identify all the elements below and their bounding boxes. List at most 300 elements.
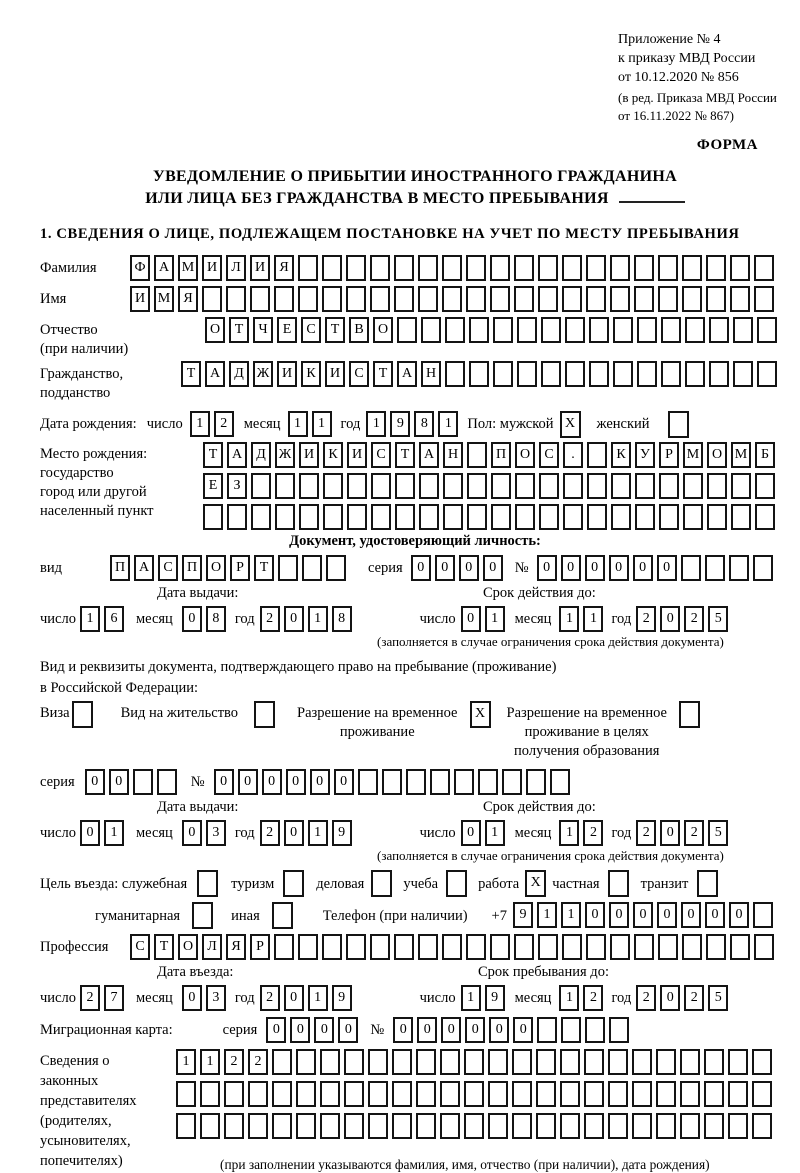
cell[interactable] [587, 442, 607, 468]
cell[interactable] [704, 1113, 724, 1139]
cell[interactable]: 0 [483, 555, 503, 581]
cell[interactable] [296, 1113, 316, 1139]
cell[interactable] [680, 1049, 700, 1075]
cell[interactable] [251, 504, 271, 530]
cell[interactable]: X [525, 870, 546, 897]
cell[interactable] [406, 769, 426, 795]
cell[interactable] [637, 317, 657, 343]
cell[interactable] [682, 255, 702, 281]
cell[interactable] [563, 504, 583, 530]
cell[interactable] [296, 1081, 316, 1107]
cell[interactable]: Е [277, 317, 297, 343]
cell[interactable] [728, 1049, 748, 1075]
cell[interactable] [469, 361, 489, 387]
cell[interactable] [682, 286, 702, 312]
cell[interactable]: С [130, 934, 150, 960]
cell[interactable]: К [301, 361, 321, 387]
cell[interactable] [586, 934, 606, 960]
temp-residence-edu-checkbox[interactable] [679, 701, 700, 728]
phone-cells[interactable] [513, 902, 773, 928]
cell[interactable]: X [470, 701, 491, 728]
cell[interactable]: С [301, 317, 321, 343]
cell[interactable]: 0 [238, 769, 258, 795]
cell[interactable]: 0 [290, 1017, 310, 1043]
cell[interactable]: 1 [308, 985, 328, 1011]
cell[interactable] [430, 769, 450, 795]
visa-checkbox[interactable] [72, 701, 93, 728]
cell[interactable] [346, 286, 366, 312]
residence-permit-checkbox[interactable] [254, 701, 275, 728]
cell[interactable] [395, 473, 415, 499]
cell[interactable]: С [371, 442, 391, 468]
cell[interactable] [613, 317, 633, 343]
cell[interactable] [512, 1113, 532, 1139]
cell[interactable] [464, 1081, 484, 1107]
cell[interactable]: 0 [310, 769, 330, 795]
cell[interactable] [322, 286, 342, 312]
cell[interactable] [608, 1049, 628, 1075]
entry-year-cells[interactable] [260, 985, 352, 1011]
cell[interactable] [752, 1049, 772, 1075]
cell[interactable] [632, 1081, 652, 1107]
cell[interactable] [668, 411, 689, 438]
cell[interactable] [440, 1113, 460, 1139]
cell[interactable] [283, 870, 304, 897]
cell[interactable] [514, 255, 534, 281]
cell[interactable] [202, 286, 222, 312]
cell[interactable] [296, 1049, 316, 1075]
cell[interactable]: К [323, 442, 343, 468]
cell[interactable]: Т [203, 442, 223, 468]
cell[interactable] [536, 1049, 556, 1075]
patronymic-cells[interactable] [205, 317, 777, 343]
entry-day-cells[interactable] [80, 985, 124, 1011]
cell[interactable] [368, 1049, 388, 1075]
cell[interactable] [754, 286, 774, 312]
mig-number-cells[interactable] [393, 1017, 629, 1043]
cell[interactable] [442, 255, 462, 281]
cell[interactable]: 0 [660, 985, 680, 1011]
cell[interactable]: 9 [390, 411, 410, 437]
purpose-study-checkbox[interactable] [446, 870, 467, 897]
cell[interactable] [589, 361, 609, 387]
cell[interactable] [731, 504, 751, 530]
cell[interactable] [446, 870, 467, 897]
cell[interactable] [637, 361, 657, 387]
cell[interactable] [421, 317, 441, 343]
cell[interactable] [368, 1081, 388, 1107]
birth-place-cells-row3[interactable] [203, 504, 775, 530]
cell[interactable] [560, 1049, 580, 1075]
cell[interactable] [395, 504, 415, 530]
cell[interactable]: 2 [684, 985, 704, 1011]
cell[interactable] [634, 286, 654, 312]
cell[interactable] [752, 1081, 772, 1107]
cell[interactable] [757, 361, 777, 387]
cell[interactable]: 1 [288, 411, 308, 437]
cell[interactable]: 0 [489, 1017, 509, 1043]
cell[interactable] [658, 255, 678, 281]
cell[interactable]: Н [443, 442, 463, 468]
cell[interactable] [394, 934, 414, 960]
cell[interactable] [755, 473, 775, 499]
cell[interactable]: 2 [684, 606, 704, 632]
cell[interactable]: 1 [485, 606, 505, 632]
cell[interactable] [323, 504, 343, 530]
cell[interactable] [346, 934, 366, 960]
cell[interactable] [371, 473, 391, 499]
cell[interactable] [682, 934, 702, 960]
cell[interactable] [635, 504, 655, 530]
cell[interactable] [562, 934, 582, 960]
purpose-other-checkbox[interactable] [272, 902, 293, 929]
cell[interactable]: X [560, 411, 581, 438]
cell[interactable] [707, 504, 727, 530]
cell[interactable]: Л [226, 255, 246, 281]
cell[interactable] [370, 255, 390, 281]
cell[interactable] [707, 473, 727, 499]
cell[interactable]: 0 [633, 902, 653, 928]
cell[interactable]: 0 [338, 1017, 358, 1043]
cell[interactable]: 0 [609, 555, 629, 581]
surname-cells[interactable] [130, 255, 774, 281]
cell[interactable] [200, 1113, 220, 1139]
cell[interactable] [298, 934, 318, 960]
cell[interactable] [658, 934, 678, 960]
cell[interactable]: . [563, 442, 583, 468]
id-issue-year-cells[interactable] [260, 606, 352, 632]
cell[interactable] [272, 1113, 292, 1139]
cell[interactable] [320, 1081, 340, 1107]
res-issue-day-cells[interactable] [80, 820, 124, 846]
cell[interactable]: Р [230, 555, 250, 581]
cell[interactable]: 0 [657, 902, 677, 928]
cell[interactable]: О [178, 934, 198, 960]
purpose-work-checkbox[interactable] [525, 870, 546, 897]
cell[interactable]: С [349, 361, 369, 387]
id-series-cells[interactable] [411, 555, 503, 581]
cell[interactable] [358, 769, 378, 795]
cell[interactable]: И [325, 361, 345, 387]
cell[interactable]: 0 [262, 769, 282, 795]
cell[interactable] [704, 1081, 724, 1107]
cell[interactable] [562, 286, 582, 312]
cell[interactable]: 0 [182, 985, 202, 1011]
cell[interactable]: Ж [275, 442, 295, 468]
cell[interactable]: 2 [260, 606, 280, 632]
cell[interactable]: 2 [583, 820, 603, 846]
cell[interactable] [272, 1081, 292, 1107]
res-issue-year-cells[interactable] [260, 820, 352, 846]
cell[interactable]: 6 [104, 606, 124, 632]
cell[interactable]: 2 [214, 411, 234, 437]
cell[interactable]: 0 [633, 555, 653, 581]
sex-female-checkbox[interactable] [668, 411, 689, 438]
cell[interactable]: Я [274, 255, 294, 281]
cell[interactable]: 1 [583, 606, 603, 632]
res-valid-day-cells[interactable] [461, 820, 505, 846]
cell[interactable] [488, 1113, 508, 1139]
cell[interactable] [416, 1081, 436, 1107]
cell[interactable]: З [227, 473, 247, 499]
cell[interactable] [200, 1081, 220, 1107]
cell[interactable]: 1 [559, 985, 579, 1011]
cell[interactable] [560, 1113, 580, 1139]
cell[interactable] [490, 934, 510, 960]
cell[interactable] [656, 1113, 676, 1139]
id-number-cells[interactable] [537, 555, 773, 581]
cell[interactable] [706, 286, 726, 312]
cell[interactable] [419, 473, 439, 499]
cell[interactable] [752, 1113, 772, 1139]
purpose-tourism-checkbox[interactable] [283, 870, 304, 897]
cell[interactable] [705, 555, 725, 581]
representatives-cells-row2[interactable] [176, 1081, 772, 1107]
cell[interactable]: 0 [461, 606, 481, 632]
cell[interactable]: 0 [284, 820, 304, 846]
cell[interactable] [419, 504, 439, 530]
cell[interactable]: Б [755, 442, 775, 468]
cell[interactable] [634, 934, 654, 960]
cell[interactable]: 0 [729, 902, 749, 928]
cell[interactable] [565, 317, 585, 343]
cell[interactable] [706, 934, 726, 960]
cell[interactable] [326, 555, 346, 581]
cell[interactable]: 5 [708, 606, 728, 632]
cell[interactable] [275, 504, 295, 530]
cell[interactable] [755, 504, 775, 530]
cell[interactable]: И [277, 361, 297, 387]
cell[interactable] [610, 255, 630, 281]
cell[interactable]: 0 [561, 555, 581, 581]
cell[interactable] [733, 317, 753, 343]
cell[interactable]: О [373, 317, 393, 343]
cell[interactable] [251, 473, 271, 499]
cell[interactable] [442, 934, 462, 960]
res-valid-month-cells[interactable] [559, 820, 603, 846]
cell[interactable]: Р [659, 442, 679, 468]
cell[interactable] [440, 1081, 460, 1107]
cell[interactable]: 3 [206, 820, 226, 846]
cell[interactable]: В [349, 317, 369, 343]
cell[interactable]: 0 [435, 555, 455, 581]
cell[interactable]: О [515, 442, 535, 468]
stay-year-cells[interactable] [636, 985, 728, 1011]
cell[interactable]: О [205, 317, 225, 343]
cell[interactable] [634, 255, 654, 281]
cell[interactable]: Т [181, 361, 201, 387]
cell[interactable] [346, 255, 366, 281]
cell[interactable] [382, 769, 402, 795]
cell[interactable] [344, 1113, 364, 1139]
cell[interactable] [344, 1049, 364, 1075]
cell[interactable]: Д [251, 442, 271, 468]
cell[interactable]: 0 [314, 1017, 334, 1043]
cell[interactable]: Т [254, 555, 274, 581]
cell[interactable] [490, 286, 510, 312]
cell[interactable]: А [205, 361, 225, 387]
cell[interactable] [610, 286, 630, 312]
cell[interactable]: 0 [660, 820, 680, 846]
cell[interactable] [728, 1081, 748, 1107]
cell[interactable] [563, 473, 583, 499]
cell[interactable] [538, 286, 558, 312]
stay-day-cells[interactable] [461, 985, 505, 1011]
cell[interactable] [526, 769, 546, 795]
cell[interactable] [731, 473, 751, 499]
cell[interactable] [515, 504, 535, 530]
cell[interactable]: 0 [513, 1017, 533, 1043]
cell[interactable] [562, 255, 582, 281]
birth-place-cells-row1[interactable] [203, 442, 775, 468]
cell[interactable] [192, 902, 213, 929]
cell[interactable] [539, 473, 559, 499]
cell[interactable] [632, 1113, 652, 1139]
cell[interactable] [418, 934, 438, 960]
cell[interactable]: 1 [308, 820, 328, 846]
id-valid-day-cells[interactable] [461, 606, 505, 632]
cell[interactable]: И [130, 286, 150, 312]
doc-kind-cells[interactable] [110, 555, 346, 581]
cell[interactable]: 1 [561, 902, 581, 928]
id-issue-day-cells[interactable] [80, 606, 124, 632]
cell[interactable]: 0 [657, 555, 677, 581]
cell[interactable] [275, 473, 295, 499]
cell[interactable] [550, 769, 570, 795]
purpose-business-checkbox[interactable] [371, 870, 392, 897]
cell[interactable] [176, 1113, 196, 1139]
cell[interactable]: 2 [684, 820, 704, 846]
cell[interactable] [488, 1049, 508, 1075]
cell[interactable]: Е [203, 473, 223, 499]
cell[interactable]: 0 [393, 1017, 413, 1043]
cell[interactable]: М [731, 442, 751, 468]
cell[interactable]: 1 [559, 606, 579, 632]
cell[interactable]: Ж [253, 361, 273, 387]
cell[interactable] [584, 1049, 604, 1075]
cell[interactable]: И [250, 255, 270, 281]
cell[interactable] [610, 934, 630, 960]
cell[interactable] [661, 361, 681, 387]
cell[interactable] [197, 870, 218, 897]
cell[interactable]: 9 [332, 985, 352, 1011]
cell[interactable]: П [110, 555, 130, 581]
cell[interactable]: 1 [104, 820, 124, 846]
cell[interactable] [274, 286, 294, 312]
cell[interactable] [730, 934, 750, 960]
cell[interactable] [299, 504, 319, 530]
cell[interactable] [466, 934, 486, 960]
cell[interactable] [250, 286, 270, 312]
cell[interactable] [541, 361, 561, 387]
cell[interactable] [729, 555, 749, 581]
id-valid-month-cells[interactable] [559, 606, 603, 632]
cell[interactable]: 0 [585, 902, 605, 928]
res-issue-month-cells[interactable] [182, 820, 226, 846]
cell[interactable] [709, 361, 729, 387]
citizenship-cells[interactable] [181, 361, 777, 387]
cell[interactable] [370, 286, 390, 312]
cell[interactable]: Т [395, 442, 415, 468]
cell[interactable]: С [539, 442, 559, 468]
purpose-official-checkbox[interactable] [197, 870, 218, 897]
cell[interactable] [538, 934, 558, 960]
cell[interactable]: 9 [485, 985, 505, 1011]
cell[interactable] [344, 1081, 364, 1107]
cell[interactable] [659, 504, 679, 530]
cell[interactable]: 0 [284, 985, 304, 1011]
cell[interactable] [467, 504, 487, 530]
cell[interactable]: 0 [660, 606, 680, 632]
cell[interactable]: О [206, 555, 226, 581]
cell[interactable]: 1 [80, 606, 100, 632]
cell[interactable]: П [182, 555, 202, 581]
cell[interactable] [512, 1049, 532, 1075]
profession-cells[interactable] [130, 934, 774, 960]
birth-day-cells[interactable] [190, 411, 234, 437]
cell[interactable] [680, 1081, 700, 1107]
cell[interactable] [517, 317, 537, 343]
cell[interactable] [608, 1113, 628, 1139]
cell[interactable] [587, 504, 607, 530]
cell[interactable]: 7 [104, 985, 124, 1011]
cell[interactable]: М [178, 255, 198, 281]
cell[interactable]: У [635, 442, 655, 468]
cell[interactable] [466, 286, 486, 312]
res-valid-year-cells[interactable] [636, 820, 728, 846]
cell[interactable]: С [158, 555, 178, 581]
cell[interactable] [584, 1113, 604, 1139]
cell[interactable]: 0 [609, 902, 629, 928]
cell[interactable] [683, 504, 703, 530]
cell[interactable]: 0 [459, 555, 479, 581]
cell[interactable] [322, 934, 342, 960]
cell[interactable]: И [202, 255, 222, 281]
cell[interactable]: 1 [559, 820, 579, 846]
cell[interactable]: 5 [708, 985, 728, 1011]
cell[interactable]: 0 [585, 555, 605, 581]
cell[interactable]: Я [226, 934, 246, 960]
cell[interactable] [635, 473, 655, 499]
cell[interactable]: Л [202, 934, 222, 960]
cell[interactable]: Р [250, 934, 270, 960]
cell[interactable] [754, 934, 774, 960]
cell[interactable]: 0 [705, 902, 725, 928]
cell[interactable] [585, 1017, 605, 1043]
cell[interactable]: Я [178, 286, 198, 312]
cell[interactable] [298, 255, 318, 281]
cell[interactable] [586, 286, 606, 312]
cell[interactable]: П [491, 442, 511, 468]
cell[interactable] [397, 317, 417, 343]
cell[interactable] [394, 286, 414, 312]
cell[interactable] [608, 870, 629, 897]
cell[interactable] [515, 473, 535, 499]
cell[interactable]: 1 [308, 606, 328, 632]
cell[interactable] [493, 361, 513, 387]
cell[interactable] [706, 255, 726, 281]
cell[interactable]: А [154, 255, 174, 281]
cell[interactable]: 1 [366, 411, 386, 437]
cell[interactable]: 0 [266, 1017, 286, 1043]
cell[interactable] [454, 769, 474, 795]
cell[interactable] [490, 255, 510, 281]
cell[interactable] [302, 555, 322, 581]
sex-male-checkbox[interactable] [560, 411, 581, 438]
cell[interactable] [227, 504, 247, 530]
cell[interactable]: А [397, 361, 417, 387]
cell[interactable] [278, 555, 298, 581]
